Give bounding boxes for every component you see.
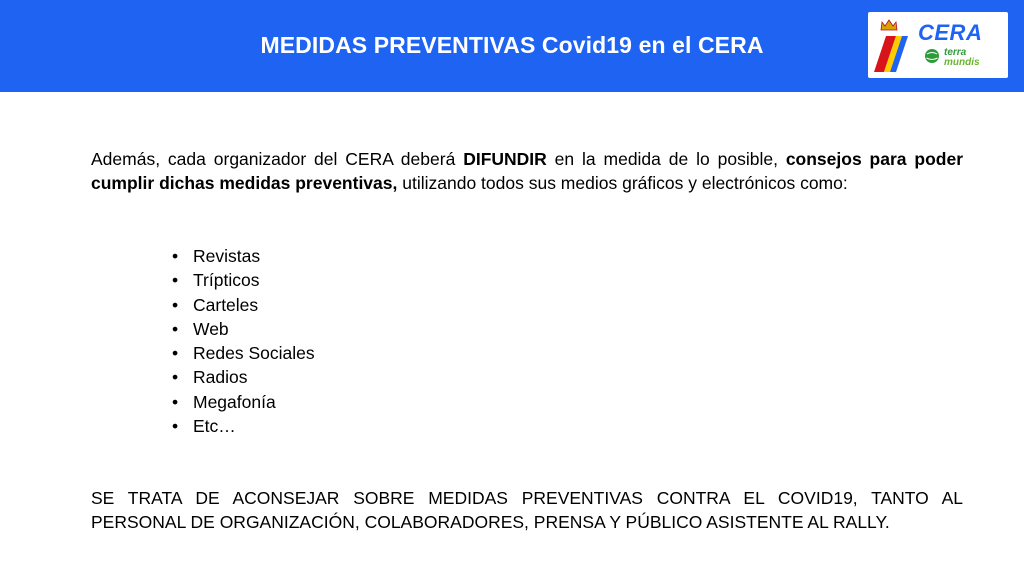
intro-bold-2: consejos para poder cumplir dichas medidas preventivas, <box>91 149 964 193</box>
slide-title: MEDIDAS PREVENTIVAS Covid19 en el CERA <box>260 32 764 58</box>
spain-flag-icon <box>874 34 908 74</box>
logo-subbrand-line2: mundis <box>944 57 980 68</box>
intro-text-2: en la medida de lo posible, <box>546 149 786 169</box>
list-item: • Megafonía <box>172 390 315 414</box>
logo-subbrand <box>944 48 980 68</box>
bullet-icon: • <box>172 246 179 266</box>
crown-icon <box>880 18 898 32</box>
bullet-icon: • <box>172 343 179 364</box>
cera-logo <box>868 12 1008 78</box>
list-item: • Trípticos <box>172 268 315 292</box>
list-item: • Revistas <box>172 244 315 268</box>
bullet-icon: • <box>172 391 179 412</box>
intro-text-3: utilizando todos sus medios gráficos y electrónicos como: <box>397 173 848 193</box>
list-item: • Carteles <box>172 293 315 317</box>
list-item: • Etc… <box>172 414 315 438</box>
slide-header <box>0 0 1024 92</box>
intro-paragraph <box>91 147 963 195</box>
bullet-icon: • <box>172 270 179 291</box>
intro-bold-1: DIFUNDIR <box>463 149 547 169</box>
list-item: • Web <box>172 317 315 341</box>
bullet-icon: • <box>172 318 179 339</box>
bullet-icon: • <box>172 416 179 437</box>
bullet-icon: • <box>172 367 179 388</box>
closing-paragraph: SE TRATA DE ACONSEJAR SOBRE MEDIDAS PREVENTIVAS CONTRA EL COVID19, TANTO AL PERSONAL DE ORGANIZACIÓN, COLABORADORES, PRENSA Y PÚBLICO ASISTENTE AL RALLY. <box>91 488 963 532</box>
list-item: • Redes Sociales <box>172 341 315 365</box>
logo-brand: CERA <box>918 20 983 45</box>
bullet-icon: • <box>172 294 179 315</box>
list-item: • Radios <box>172 365 315 389</box>
intro-text-1: Además, cada organizador del CERA deberá <box>91 149 464 169</box>
media-list <box>172 244 315 438</box>
globe-icon <box>924 48 940 64</box>
logo-subbrand-line1: terra <box>944 47 967 58</box>
